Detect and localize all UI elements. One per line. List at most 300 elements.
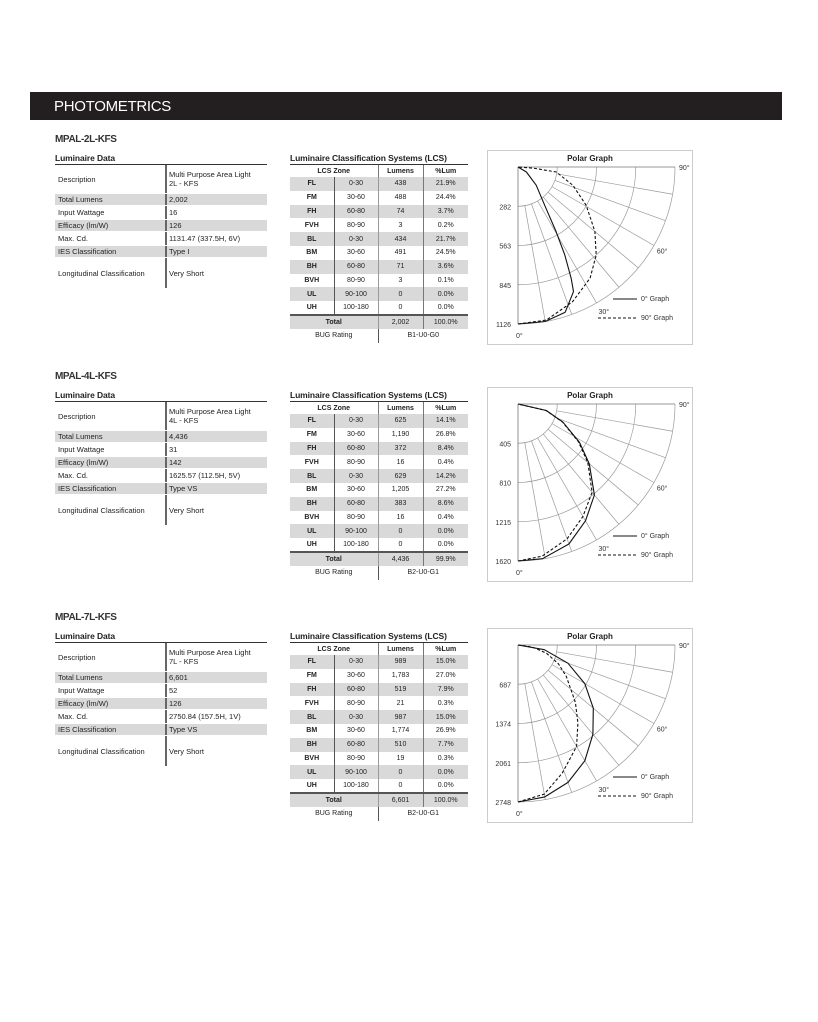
max-cd-value-text: 1625.57 (112.5H, 5V)	[169, 471, 241, 480]
input-wattage-label: Input Wattage	[58, 208, 105, 217]
description-label: Description	[58, 411, 96, 421]
lcs-row	[290, 669, 468, 683]
lcs-header-row	[290, 165, 468, 177]
input-wattage-value-text: 52	[169, 686, 178, 695]
angle-label-90: 90°	[679, 165, 690, 172]
efficacy-row	[55, 456, 267, 469]
lcs-row	[290, 511, 468, 525]
lcs-total-row	[290, 315, 468, 329]
longitudinal-classification-value	[165, 258, 267, 288]
lcs-lumens: 0	[378, 524, 423, 538]
polar-graph-title: Polar Graph	[567, 632, 613, 641]
lcs-code: BM	[290, 246, 334, 260]
description-label: Description	[58, 174, 96, 184]
legend-90-deg-label: 90° Graph	[641, 552, 673, 559]
lcs-zone: 60-80	[334, 683, 378, 697]
lcs-row	[290, 218, 468, 232]
bug-rating-value: B1-U0-G0	[378, 329, 468, 343]
radial-tick-label: 1620	[495, 559, 511, 566]
total-lumens-value	[165, 431, 267, 442]
lcs-zone: 30-60	[334, 246, 378, 260]
lcs-zone: 80-90	[334, 455, 378, 469]
lcs-pct: 8.6%	[423, 497, 468, 511]
max-cd-label: Max. Cd.	[58, 234, 89, 243]
max-cd-value-text: 1131.47 (337.5H, 6V)	[169, 234, 241, 243]
radial-tick-label: 1215	[495, 519, 511, 527]
lcs-row	[290, 683, 468, 697]
total-lumens-value-text: 4,436	[169, 432, 188, 441]
product-section	[0, 370, 818, 610]
bug-rating-value: B2-U0-G1	[378, 807, 468, 821]
lcs-lumens: 16	[378, 455, 423, 469]
lcs-lumens: 519	[378, 683, 423, 697]
lcs-code: FVH	[290, 696, 334, 710]
ies-classification-row	[55, 245, 267, 258]
polar-grid-ray	[538, 438, 597, 540]
lcs-lumens: 438	[378, 177, 423, 191]
lcs-lumens: 0	[378, 779, 423, 793]
lcs-lumens: 491	[378, 246, 423, 260]
polar-grid-arc	[518, 404, 557, 443]
lcs-lumens: 383	[378, 497, 423, 511]
total-label: Total	[290, 315, 378, 329]
efficacy-value	[165, 220, 267, 231]
longitudinal-classification-row	[55, 736, 267, 766]
lcs-zone: 60-80	[334, 442, 378, 456]
radial-tick-label: 1126	[495, 322, 511, 329]
max-cd-value-text: 2750.84 (157.5H, 1V)	[169, 712, 241, 721]
angle-label-30: 30°	[598, 786, 610, 794]
lcs-code: BH	[290, 738, 334, 752]
angle-label-0: 0°	[516, 570, 523, 577]
lcs-lumens: 19	[378, 752, 423, 766]
description-line-1: Multi Purpose Area Light	[169, 170, 251, 179]
lcs-table	[290, 153, 468, 343]
total-pct: 99.9%	[423, 552, 468, 566]
longitudinal-classification-row	[55, 258, 267, 288]
lcs-code: UL	[290, 524, 334, 538]
lcs-zone: 0-30	[334, 414, 378, 428]
bug-rating-row	[290, 807, 468, 821]
input-wattage-value	[165, 684, 267, 697]
lcs-row	[290, 246, 468, 260]
lcs-lumens: 488	[378, 191, 423, 205]
lcs-zone: 80-90	[334, 511, 378, 525]
radial-tick-label: 405	[499, 441, 511, 449]
lcs-pct: 0.0%	[437, 541, 454, 549]
lcs-row	[290, 414, 468, 428]
efficacy-value	[165, 698, 267, 709]
lcs-header-row	[290, 402, 468, 414]
efficacy-label: Efficacy (lm/W)	[55, 457, 165, 468]
lumens-header: Lumens	[378, 402, 423, 414]
total-lumens-value	[165, 194, 267, 205]
ies-classification-label: IES Classification	[55, 724, 165, 735]
ies-classification-label: IES Classification	[55, 246, 165, 257]
description-label: Description	[58, 652, 96, 662]
lcs-total-row	[290, 552, 468, 566]
lcs-pct: 0.0%	[423, 287, 468, 301]
bug-rating-row	[290, 329, 468, 343]
max-cd-row	[55, 469, 267, 482]
bug-rating-label: BUG Rating	[290, 329, 378, 343]
lcs-heading: Luminaire Classification Systems (LCS)	[290, 631, 468, 643]
radial-tick-label: 2061	[495, 760, 511, 768]
lcs-zone: 0-30	[334, 655, 378, 669]
angle-label-30: 30°	[598, 308, 610, 316]
lcs-pct: 15.0%	[423, 655, 468, 669]
polar-grid-ray	[552, 187, 654, 246]
lcs-table	[290, 631, 468, 821]
lcs-code: FVH	[290, 218, 334, 232]
lcs-table	[290, 390, 468, 580]
ies-classification-value	[165, 246, 267, 257]
lcs-zone-header: LCS Zone	[290, 402, 378, 414]
lcs-zone: 60-80	[334, 260, 378, 274]
max-cd-value	[165, 710, 267, 723]
pct-lum-header: %Lum	[423, 643, 468, 655]
lcs-row	[290, 779, 468, 793]
lcs-header-row	[290, 643, 468, 655]
lcs-pct: 27.2%	[435, 486, 456, 494]
lcs-row	[290, 524, 468, 538]
max-cd-label: Max. Cd.	[58, 471, 89, 480]
description-value	[165, 643, 267, 671]
longitudinal-value-text: Very Short	[169, 746, 205, 756]
lcs-pct: 21.9%	[423, 177, 468, 191]
lcs-lumens: 3	[378, 218, 423, 232]
lcs-lumens: 0	[378, 765, 423, 779]
max-cd-value	[165, 232, 267, 245]
description-value	[165, 402, 267, 430]
input-wattage-label: Input Wattage	[58, 686, 105, 695]
lcs-row	[290, 483, 468, 497]
efficacy-label: Efficacy (lm/W)	[55, 698, 165, 709]
lcs-zone: 30-60	[334, 428, 378, 442]
lcs-pct: 0.0%	[437, 304, 454, 312]
lcs-row	[290, 710, 468, 724]
lcs-code: FM	[290, 669, 334, 683]
lcs-lumens: 434	[378, 232, 423, 246]
total-pct: 100.0%	[423, 793, 468, 807]
lcs-row	[290, 655, 468, 669]
lcs-zone-header: LCS Zone	[290, 643, 378, 655]
series-90-deg-curve	[518, 645, 578, 802]
luminaire-data-table	[55, 631, 267, 766]
polar-grid-ray	[525, 684, 545, 800]
page-title: PHOTOMETRICS	[54, 98, 171, 115]
model-name: MPAL-7L-KFS	[55, 612, 117, 623]
lcs-pct: 0.3%	[437, 699, 454, 707]
lcs-lumens: 1,774	[378, 724, 423, 738]
angle-label-60: 60°	[656, 726, 668, 734]
description-line-2: 4L - KFS	[169, 416, 199, 425]
lcs-zone: 80-90	[334, 752, 378, 766]
polar-grid-arc	[518, 167, 557, 206]
lcs-row	[290, 469, 468, 483]
polar-graph-title: Polar Graph	[567, 391, 613, 400]
lcs-lumens: 510	[378, 738, 423, 752]
polar-plot-svg	[488, 151, 694, 346]
lcs-lumens: 16	[378, 511, 423, 525]
ies-value-text: Type VS	[169, 484, 198, 493]
lcs-zone: 100-180	[334, 779, 378, 793]
lcs-zone: 60-80	[334, 205, 378, 219]
polar-graph	[487, 387, 693, 582]
input-wattage-value-text: 31	[169, 445, 178, 454]
total-lumens: 2,002	[378, 315, 423, 329]
model-name: MPAL-2L-KFS	[55, 134, 117, 145]
lcs-row	[290, 752, 468, 766]
total-lumens: 6,601	[378, 793, 423, 807]
lcs-pct: 0.2%	[437, 221, 454, 229]
angle-label-60: 60°	[656, 485, 668, 493]
input-wattage-row	[55, 206, 267, 219]
lcs-row	[290, 232, 468, 246]
polar-plot-svg	[488, 629, 694, 824]
lcs-pct: 7.7%	[423, 738, 468, 752]
lcs-lumens: 1,783	[378, 669, 423, 683]
efficacy-value-text: 126	[169, 221, 182, 230]
total-lumens-row	[55, 430, 267, 443]
longitudinal-classification-row	[55, 495, 267, 525]
product-section	[0, 133, 818, 373]
radial-tick-label: 2748	[495, 800, 511, 807]
description-row	[55, 165, 267, 193]
pct-lum-header: %Lum	[423, 165, 468, 177]
description-line-2: 2L - KFS	[169, 179, 199, 188]
lcs-pct: 0.3%	[437, 754, 454, 762]
lcs-pct: 0.0%	[437, 782, 454, 790]
luminaire-data-heading: Luminaire Data	[55, 631, 267, 643]
lcs-zone: 90-100	[334, 287, 378, 301]
longitudinal-classification-label: Longitudinal Classification	[58, 505, 145, 515]
max-cd-row	[55, 710, 267, 723]
polar-grid-ray	[557, 411, 673, 431]
polar-grid-arc	[518, 645, 557, 684]
lcs-code: FVH	[290, 455, 334, 469]
lcs-pct: 21.7%	[423, 232, 468, 246]
lcs-zone: 80-90	[334, 218, 378, 232]
longitudinal-classification-label: Longitudinal Classification	[58, 746, 145, 756]
longitudinal-value-text: Very Short	[169, 268, 205, 278]
product-section	[0, 611, 818, 851]
lcs-code: FL	[290, 655, 334, 669]
total-label: Total	[290, 552, 378, 566]
series-0-deg-curve	[518, 167, 574, 324]
ies-value-text: Type I	[169, 247, 190, 256]
radial-tick-label: 845	[499, 282, 511, 290]
lcs-zone-header: LCS Zone	[290, 165, 378, 177]
lcs-pct: 27.0%	[435, 672, 456, 680]
lcs-zone: 30-60	[334, 724, 378, 738]
radial-tick-label: 563	[499, 243, 511, 251]
polar-grid-ray	[552, 665, 654, 724]
efficacy-value-text: 142	[169, 458, 182, 467]
lcs-zone: 100-180	[334, 301, 378, 315]
lcs-lumens: 629	[378, 469, 423, 483]
description-line-1: Multi Purpose Area Light	[169, 407, 251, 416]
lcs-code: BM	[290, 483, 334, 497]
efficacy-row	[55, 219, 267, 232]
lcs-code: UH	[290, 779, 334, 793]
ies-classification-row	[55, 482, 267, 495]
lcs-code: BVH	[290, 511, 334, 525]
lcs-pct: 14.2%	[423, 469, 468, 483]
lcs-pct: 14.1%	[423, 414, 468, 428]
polar-grid-ray	[538, 201, 597, 303]
lcs-lumens: 987	[378, 710, 423, 724]
lcs-code: FH	[290, 205, 334, 219]
description-line-1: Multi Purpose Area Light	[169, 648, 251, 657]
lcs-pct: 3.7%	[423, 205, 468, 219]
polar-grid-ray	[525, 443, 545, 559]
angle-label-90: 90°	[679, 643, 690, 650]
lcs-row	[290, 738, 468, 752]
lcs-zone: 30-60	[334, 191, 378, 205]
lcs-heading: Luminaire Classification Systems (LCS)	[290, 153, 468, 165]
lcs-pct: 0.1%	[437, 276, 454, 284]
angle-label-0: 0°	[516, 333, 523, 340]
bug-rating-value: B2-U0-G1	[378, 566, 468, 580]
lcs-code: FL	[290, 414, 334, 428]
polar-grid-ray	[525, 206, 545, 322]
efficacy-row	[55, 697, 267, 710]
description-row	[55, 643, 267, 671]
angle-label-60: 60°	[656, 248, 668, 256]
lcs-pct: 24.4%	[435, 194, 456, 202]
lcs-heading: Luminaire Classification Systems (LCS)	[290, 390, 468, 402]
pct-lum-header: %Lum	[423, 402, 468, 414]
lcs-zone: 60-80	[334, 738, 378, 752]
model-name: MPAL-4L-KFS	[55, 371, 117, 382]
lcs-row	[290, 696, 468, 710]
lcs-lumens: 989	[378, 655, 423, 669]
legend-0-deg-label: 0° Graph	[641, 296, 670, 303]
lcs-row	[290, 260, 468, 274]
description-line-2: 7L - KFS	[169, 657, 199, 666]
lcs-pct: 7.9%	[423, 683, 468, 697]
luminaire-data-heading: Luminaire Data	[55, 390, 267, 402]
efficacy-value-text: 126	[169, 699, 182, 708]
lcs-code: BVH	[290, 274, 334, 288]
efficacy-label: Efficacy (lm/W)	[55, 220, 165, 231]
lcs-zone: 100-180	[334, 538, 378, 552]
input-wattage-label: Input Wattage	[58, 445, 105, 454]
lcs-pct: 8.4%	[423, 442, 468, 456]
lcs-row	[290, 442, 468, 456]
lcs-row	[290, 191, 468, 205]
lcs-pct: 0.0%	[423, 524, 468, 538]
bug-rating-label: BUG Rating	[290, 566, 378, 580]
lcs-zone: 0-30	[334, 232, 378, 246]
lcs-total-row	[290, 793, 468, 807]
lcs-pct: 0.4%	[437, 458, 454, 466]
lcs-lumens: 372	[378, 442, 423, 456]
polar-graph	[487, 150, 693, 345]
lcs-row	[290, 205, 468, 219]
lcs-zone: 80-90	[334, 274, 378, 288]
polar-grid-ray	[538, 679, 597, 781]
lcs-lumens: 3	[378, 274, 423, 288]
ies-classification-value	[165, 724, 267, 735]
lcs-pct: 15.0%	[423, 710, 468, 724]
description-value	[165, 165, 267, 193]
lcs-code: FL	[290, 177, 334, 191]
lcs-row	[290, 287, 468, 301]
lcs-pct: 0.4%	[437, 513, 454, 521]
lumens-header: Lumens	[378, 165, 423, 177]
lcs-zone: 30-60	[334, 669, 378, 683]
lcs-code: FH	[290, 442, 334, 456]
bug-rating-row	[290, 566, 468, 580]
efficacy-value	[165, 457, 267, 468]
legend-90-deg-label: 90° Graph	[641, 793, 673, 800]
lcs-code: BVH	[290, 752, 334, 766]
input-wattage-value	[165, 443, 267, 456]
lcs-code: UL	[290, 287, 334, 301]
total-label: Total	[290, 793, 378, 807]
lcs-lumens: 0	[378, 301, 423, 315]
polar-grid-ray	[557, 174, 673, 194]
total-lumens-label: Total Lumens	[55, 194, 165, 205]
polar-plot-svg	[488, 388, 694, 583]
lcs-row	[290, 497, 468, 511]
total-lumens-value	[165, 672, 267, 683]
lcs-lumens: 625	[378, 414, 423, 428]
lumens-header: Lumens	[378, 643, 423, 655]
lcs-lumens: 1,205	[378, 483, 423, 497]
polar-grid-ray	[552, 424, 654, 483]
polar-graph-title: Polar Graph	[567, 154, 613, 163]
radial-tick-label: 810	[499, 480, 511, 488]
ies-classification-row	[55, 723, 267, 736]
polar-grid-ray	[555, 417, 666, 457]
lcs-row	[290, 301, 468, 315]
lcs-code: BH	[290, 497, 334, 511]
lcs-zone: 90-100	[334, 765, 378, 779]
longitudinal-value-text: Very Short	[169, 505, 205, 515]
lcs-code: FM	[290, 191, 334, 205]
total-lumens-row	[55, 671, 267, 684]
longitudinal-classification-value	[165, 495, 267, 525]
lcs-lumens: 0	[378, 287, 423, 301]
series-90-deg-curve	[518, 404, 592, 561]
total-lumens: 4,436	[378, 552, 423, 566]
lcs-row	[290, 177, 468, 191]
total-pct: 100.0%	[423, 315, 468, 329]
lcs-lumens: 1,190	[378, 428, 423, 442]
lcs-zone: 0-30	[334, 469, 378, 483]
lcs-pct: 3.6%	[423, 260, 468, 274]
description-row	[55, 402, 267, 430]
max-cd-label: Max. Cd.	[58, 712, 89, 721]
lcs-code: BL	[290, 469, 334, 483]
lcs-lumens: 74	[378, 205, 423, 219]
lcs-pct: 0.0%	[423, 765, 468, 779]
luminaire-data-heading: Luminaire Data	[55, 153, 267, 165]
longitudinal-classification-value	[165, 736, 267, 766]
radial-tick-label: 1374	[495, 721, 511, 729]
lcs-pct: 26.8%	[435, 431, 456, 439]
lcs-lumens: 0	[378, 538, 423, 552]
input-wattage-value-text: 16	[169, 208, 178, 217]
lcs-code: BL	[290, 710, 334, 724]
input-wattage-row	[55, 443, 267, 456]
lcs-code: BM	[290, 724, 334, 738]
legend-0-deg-label: 0° Graph	[641, 533, 670, 540]
lcs-pct: 26.9%	[435, 727, 456, 735]
